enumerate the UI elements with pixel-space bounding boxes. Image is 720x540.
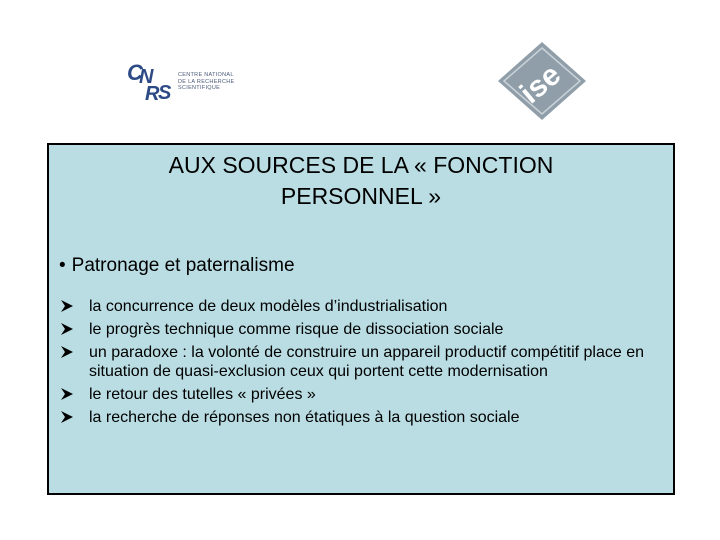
cnrs-line: CENTRE NATIONAL — [178, 72, 234, 78]
list-item-text: le retour des tutelles « privées » — [89, 386, 316, 403]
section-heading-text: Patronage et paternalisme — [71, 255, 295, 276]
cnrs-line: DE LA RECHERCHE — [178, 78, 235, 85]
cnrs-logo — [126, 56, 246, 106]
list-item-text: la recherche de réponses non étatiques à la question sociale — [89, 409, 520, 426]
cnrs-logo-text — [178, 72, 234, 92]
svg-text:ise: ise — [513, 58, 568, 111]
bullet-list — [59, 297, 669, 431]
svg-text:N: N — [139, 66, 154, 88]
arrow-bullet-icon — [59, 344, 75, 360]
arrow-bullet-icon — [59, 409, 75, 425]
list-item — [59, 385, 669, 404]
ise-logo — [496, 40, 588, 122]
title-line: PERSONNEL » — [280, 183, 442, 209]
list-item-text: un paradoxe : la volonté de construire un appareil productif compétitif place en situation de quasi-exclusion ceux qui portent cette modernisation — [89, 344, 645, 380]
ise-logo-mark — [496, 40, 588, 122]
section-heading — [59, 255, 295, 277]
cnrs-line: SCIENTIFIQUE — [178, 85, 221, 91]
arrow-bullet-icon — [59, 298, 75, 314]
bullet-dot-icon: • — [59, 255, 66, 276]
cnrs-logo-mark — [126, 56, 178, 104]
title-line: AUX SOURCES DE LA « FONCTION — [168, 152, 554, 178]
list-item-text: la concurrence de deux modèles d’industrialisation — [89, 298, 448, 315]
content-panel — [47, 143, 675, 495]
list-item — [59, 320, 669, 339]
svg-text:C: C — [127, 60, 143, 85]
slide-title — [49, 150, 673, 212]
arrow-bullet-icon — [59, 321, 75, 337]
list-item-text: le progrès technique comme risque de dissociation sociale — [89, 321, 504, 338]
list-item — [59, 343, 669, 381]
list-item — [59, 297, 669, 316]
arrow-bullet-icon — [59, 386, 75, 402]
svg-text:S: S — [158, 82, 172, 104]
svg-text:R: R — [145, 83, 160, 104]
list-item — [59, 408, 669, 427]
